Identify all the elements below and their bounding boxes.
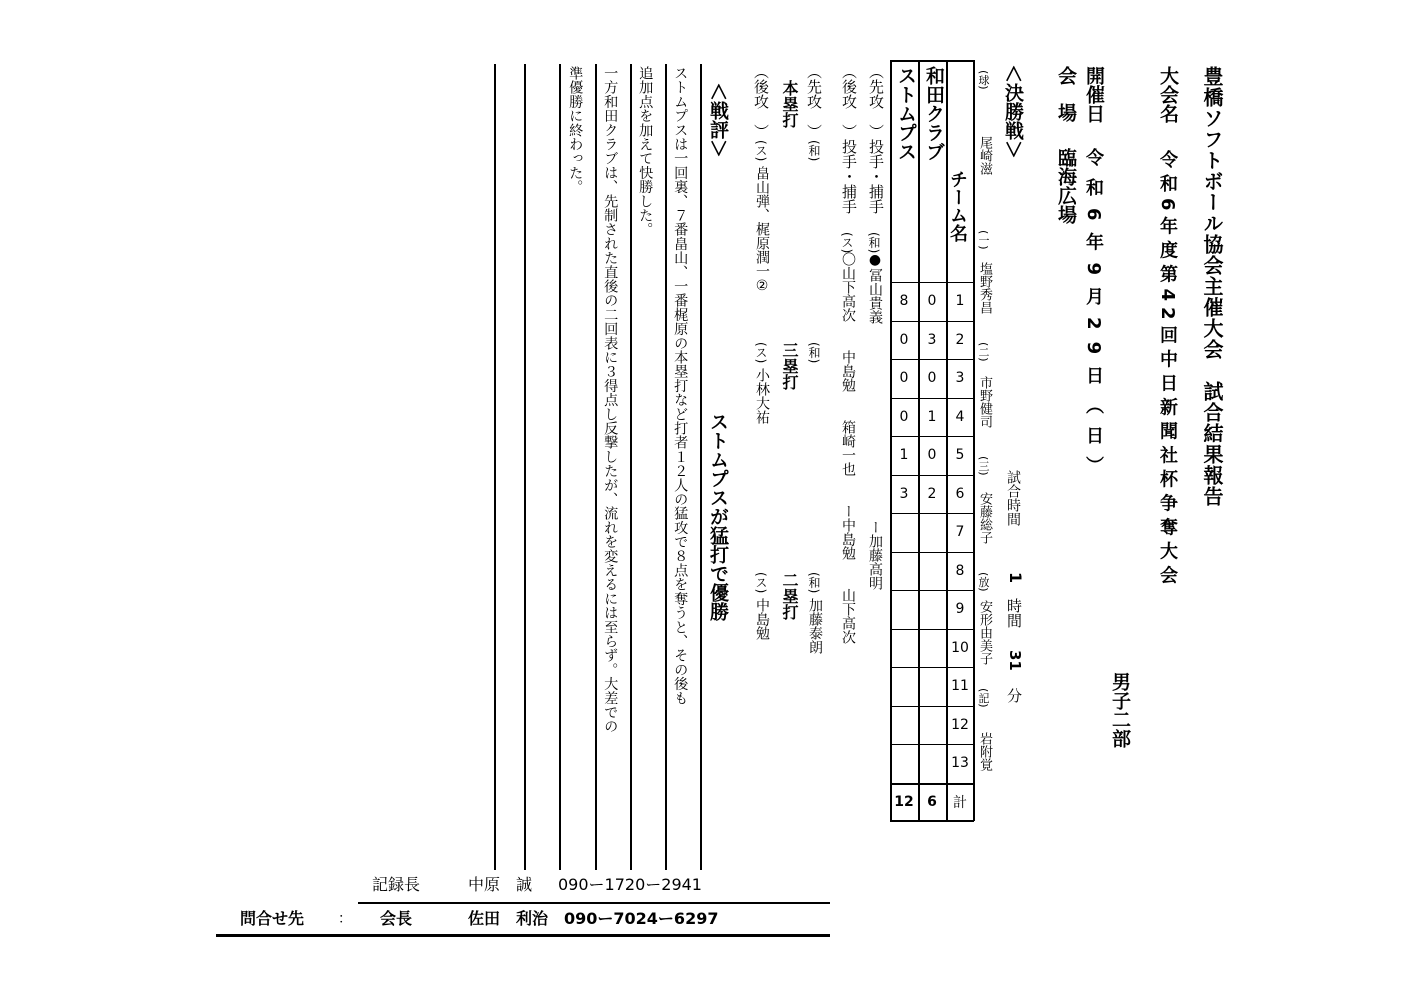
inning-label: 4 [955, 408, 965, 425]
president-phone: 090ー7024ー6297 [564, 909, 719, 928]
inning-score: 0 [927, 447, 937, 464]
venue-label: 会場 [1055, 66, 1077, 140]
hits-second-team: (ス) [754, 140, 768, 162]
umpire-name: 塩野秀昌 [977, 262, 992, 314]
game-time-hour-unit: 時間 [1005, 598, 1023, 628]
game-time-minute-unit: 分 [1005, 688, 1023, 703]
inning-score: 0 [899, 331, 909, 348]
inning-score [890, 629, 918, 668]
inning-score: 0 [899, 408, 909, 425]
review-heading: ＜戦評＞ [707, 82, 729, 159]
hits-second-hr-players: 畠山弾、梶原潤一② [754, 166, 770, 294]
contact-colon: ： [338, 911, 352, 927]
inning-score [890, 513, 918, 552]
umpire-role: (放) [977, 572, 990, 592]
inning-score: 1 [927, 408, 937, 425]
inning-score [918, 744, 946, 783]
double-label: 二塁打 [780, 572, 799, 620]
inning-score: 0 [927, 370, 937, 387]
inning-label: 11 [951, 678, 969, 695]
inning-label: 1 [955, 293, 965, 310]
contact-label: 問合せ先 [240, 909, 305, 928]
inning-label: 3 [955, 370, 965, 387]
battery-first-label: （先攻 ）投手・捕手 [867, 64, 885, 214]
inning-label: 7 [955, 524, 965, 541]
recorder-phone: 090ー1720ー2941 [558, 875, 702, 894]
inning-score: 0 [899, 370, 909, 387]
review-rule [494, 64, 496, 870]
triple-label: 三塁打 [780, 342, 799, 390]
game-time-label: 試合時間 [1005, 470, 1021, 526]
battery-second-label: （後攻 ）投手・捕手 [840, 64, 858, 214]
scoreboard-border [890, 60, 974, 62]
hits-second-team: (ス) [754, 342, 768, 364]
review-rule [524, 64, 526, 870]
review-rule [595, 64, 597, 870]
hits-second-triple-player: 小林大祐 [754, 368, 770, 424]
scoreboard-team-name: 和田クラブ [923, 66, 945, 161]
recorder-label: 記録長 [372, 875, 421, 894]
team-total: 12 [894, 793, 914, 810]
game-time-minutes: 31 [1006, 650, 1024, 671]
home-run-label: 本塁打 [780, 80, 799, 128]
inning-score: 3 [899, 485, 909, 502]
inning-score: 1 [899, 447, 909, 464]
hits-second-label: （後攻 ） [752, 64, 770, 139]
inning-score [890, 744, 918, 783]
footer-rule-bold [216, 934, 830, 937]
inning-label: 12 [951, 716, 969, 733]
inning-score [890, 552, 918, 591]
scoreboard-team-header: チーム名 [947, 170, 968, 242]
inning-score: 0 [927, 293, 937, 310]
review-rule [700, 64, 702, 870]
footer-rule [358, 902, 830, 904]
inning-label: 2 [955, 331, 965, 348]
battery-first-players: ●冨山貴義 ー加藤高明 [867, 252, 883, 590]
tournament-name: 令和6年度第42回中日新聞社杯争奪大会 [1157, 150, 1178, 590]
hits-first-double-player: 加藤泰朗 [807, 598, 823, 654]
review-headline: ストムプスが猛打で優勝 [707, 412, 729, 621]
game-time-hours: 1 [1006, 572, 1025, 584]
date-value: 令和6年9月29日（日） [1083, 148, 1104, 487]
recorder-name: 中原 誠 [468, 875, 533, 894]
inning-label: 8 [955, 562, 965, 579]
inning-score [890, 706, 918, 745]
inning-label: 10 [951, 639, 969, 656]
hits-first-team: (和) [807, 342, 821, 364]
battery-second-team: (ス) [840, 232, 854, 254]
scoreboard [890, 60, 974, 830]
umpire-name: 安形由美子 [977, 600, 992, 665]
venue-value: 臨海広場 [1055, 148, 1077, 224]
scoreboard-team-name: ストムプス [895, 66, 917, 161]
umpire-role: (一) [977, 230, 990, 250]
inning-score: 3 [927, 331, 937, 348]
inning-score [918, 590, 946, 629]
inning-score [918, 513, 946, 552]
president-label: 会長 [380, 909, 413, 928]
review-line: ストムプスは一回裏、７番畠山、一番梶原の本塁打など打者１２人の猛攻で８点を奪うと、その後も [672, 66, 689, 705]
inning-score: 2 [927, 485, 937, 502]
inning-score [890, 590, 918, 629]
inning-label: 5 [955, 447, 965, 464]
hits-first-team: (和) [807, 140, 821, 162]
date-label: 開催日 [1083, 66, 1105, 123]
inning-score [918, 667, 946, 706]
tournament-label: 大会名 [1157, 66, 1179, 123]
total-label: 計 [953, 794, 967, 811]
umpire-role: (記) [977, 688, 990, 708]
review-rule [559, 64, 561, 870]
inning-score [918, 552, 946, 591]
hits-first-label: （先攻 ） [805, 64, 823, 139]
review-rule [665, 64, 667, 870]
review-line: 準優勝に終わった。 [567, 66, 584, 194]
inning-score [918, 629, 946, 668]
umpire-role: (二) [977, 342, 990, 362]
review-line: 追加点を加えて快勝した。 [637, 66, 654, 237]
team-total: 6 [927, 793, 937, 810]
umpire-name: 市野健司 [977, 376, 992, 428]
division-label: 男子二部 [1109, 672, 1131, 748]
inning-label: 9 [955, 601, 965, 618]
final-heading: ＜決勝戦＞ [1002, 64, 1024, 160]
inning-score [918, 706, 946, 745]
umpire-role: (球) [977, 70, 990, 90]
review-line: 一方和田クラブは、先制された直後の二回表に３得点し反撃したが、流れを変えるには至らず。大差での [602, 66, 619, 734]
hits-second-team: (ス) [754, 572, 768, 594]
umpire-name: 岩附覚 [977, 732, 992, 771]
report-title: 豊橋ソフトボール協会主催大会 試合結果報告 [1200, 66, 1224, 507]
battery-second-players: 〇山下高次 中島勉 箱崎一也 ー中島勉 山下高次 [840, 252, 856, 644]
hits-second-double-player: 中島勉 [754, 598, 770, 640]
battery-first-team: (和) [867, 232, 881, 254]
umpire-role: (三) [977, 456, 990, 476]
umpire-name: 尾崎滋 [977, 136, 992, 175]
president-name: 佐田 利治 [468, 909, 549, 928]
review-rule [630, 64, 632, 870]
umpire-name: 安藤総子 [977, 492, 992, 544]
inning-score [890, 667, 918, 706]
scoreboard-grid [890, 60, 974, 830]
inning-label: 6 [955, 485, 965, 502]
inning-score: 8 [899, 293, 909, 310]
inning-label: 13 [951, 755, 969, 772]
hits-first-team: (和) [807, 572, 821, 594]
